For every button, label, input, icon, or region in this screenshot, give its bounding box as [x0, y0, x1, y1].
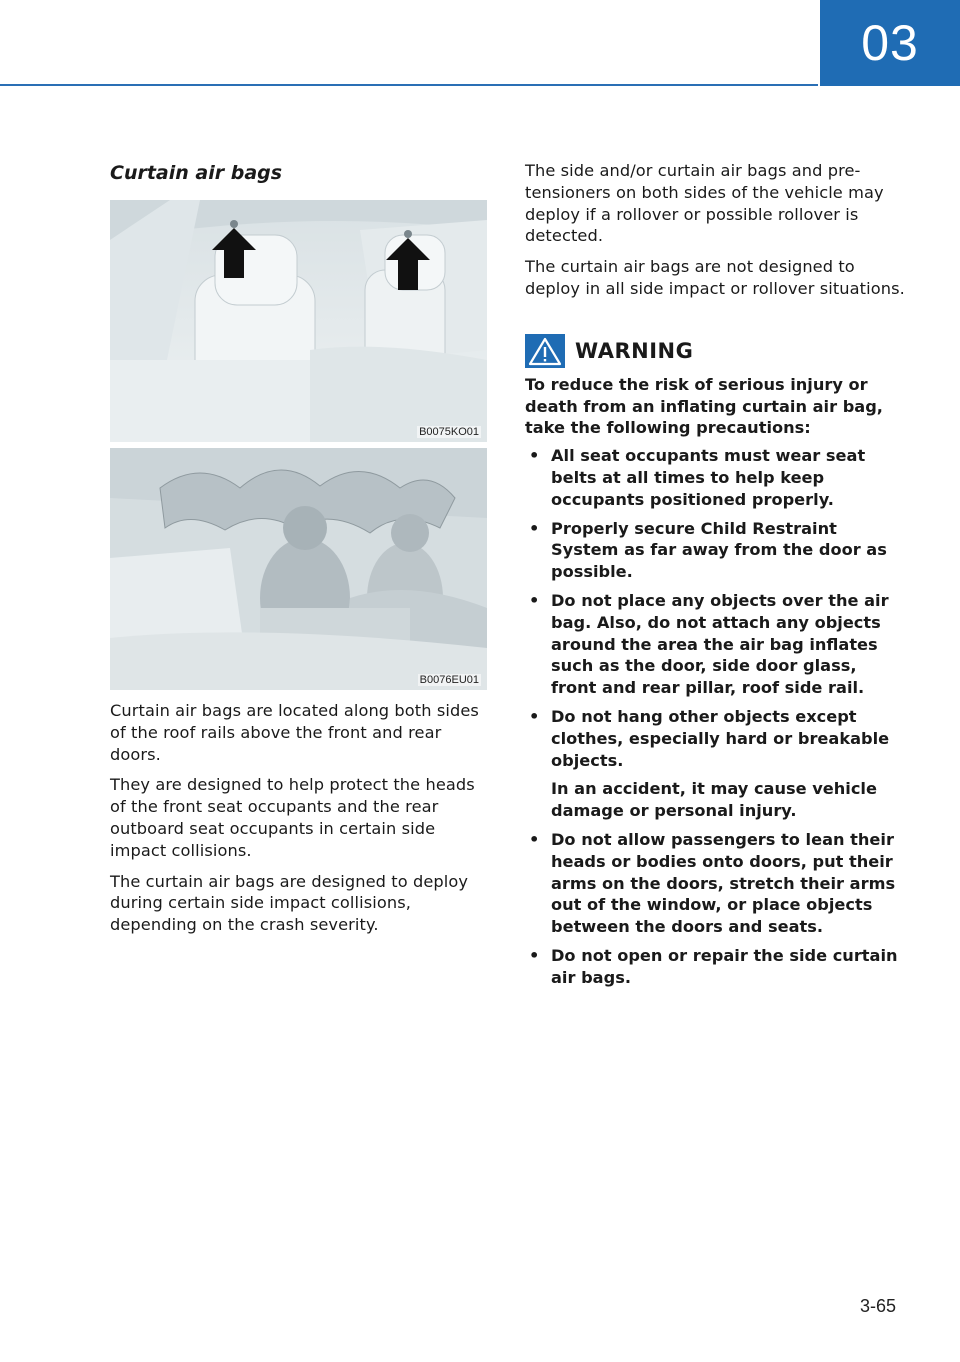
body-paragraph: The curtain air bags are not designed to deploy in all side impact or rollover situations. — [525, 257, 905, 298]
left-column — [110, 160, 488, 945]
warning-intro: To reduce the risk of serious injury or death from an inflating curtain air bag, take the following precautions: — [525, 374, 883, 438]
body-paragraph: The curtain air bags are designed to deploy during certain side impact collisions, depending on the crash severity. — [110, 871, 469, 935]
warning-triangle-icon — [525, 334, 565, 368]
warning-list — [525, 445, 905, 988]
warning-subnote: In an accident, it may cause vehicle damage or personal injury. — [551, 779, 877, 821]
body-paragraph: Curtain air bags are located along both sides of the roof rails above the front and rear doors. — [110, 701, 479, 764]
warning-item: • Do not hang other objects except clothes, especially hard or breakable objects. In an accident, it may cause vehicle damage or personal injury. — [525, 706, 905, 822]
warning-item: • Do not open or repair the side curtain air bags. — [529, 945, 898, 987]
right-column — [525, 160, 905, 996]
warning-header — [525, 334, 905, 368]
section-title: Curtain air bags — [110, 162, 283, 184]
warning-item: • All seat occupants must wear seat belts at all times to help keep occupants positioned properly. — [529, 446, 866, 509]
warning-item: • Properly secure Child Restraint System as far away from the door as possible. — [529, 518, 887, 582]
curtain-airbag-deployed-image — [110, 448, 487, 690]
page-number: 3-65 — [859, 1296, 896, 1316]
seat-interior-arrows-image — [110, 200, 487, 442]
warning-title: WARNING — [575, 338, 694, 363]
figure-code: B0076EU01 — [419, 674, 479, 686]
warning-item: • Do not allow passengers to lean their heads or bodies onto doors, put their arms on the doors, stretch their arms out of the window, or place objects between the doors and seats. — [529, 829, 896, 937]
warning-item: • Do not place any objects over the air bag. Also, do not attach any objects around the area the air bag inflates such as the door, side door glass, front and rear pillar, roof side rail. — [529, 590, 889, 698]
body-paragraph: They are designed to help protect the heads of the front seat occupants and the rear outboard seat occupants in certain side impact collisions. — [110, 775, 475, 860]
body-paragraph: The side and/or curtain air bags and pre-tensioners on both sides of the vehicle may deploy if a rollover or possible rollover is detected. — [525, 161, 884, 246]
chapter-tab: 03 — [820, 0, 960, 86]
figure-code: B0075KO01 — [419, 426, 479, 438]
header-rule — [0, 84, 818, 86]
